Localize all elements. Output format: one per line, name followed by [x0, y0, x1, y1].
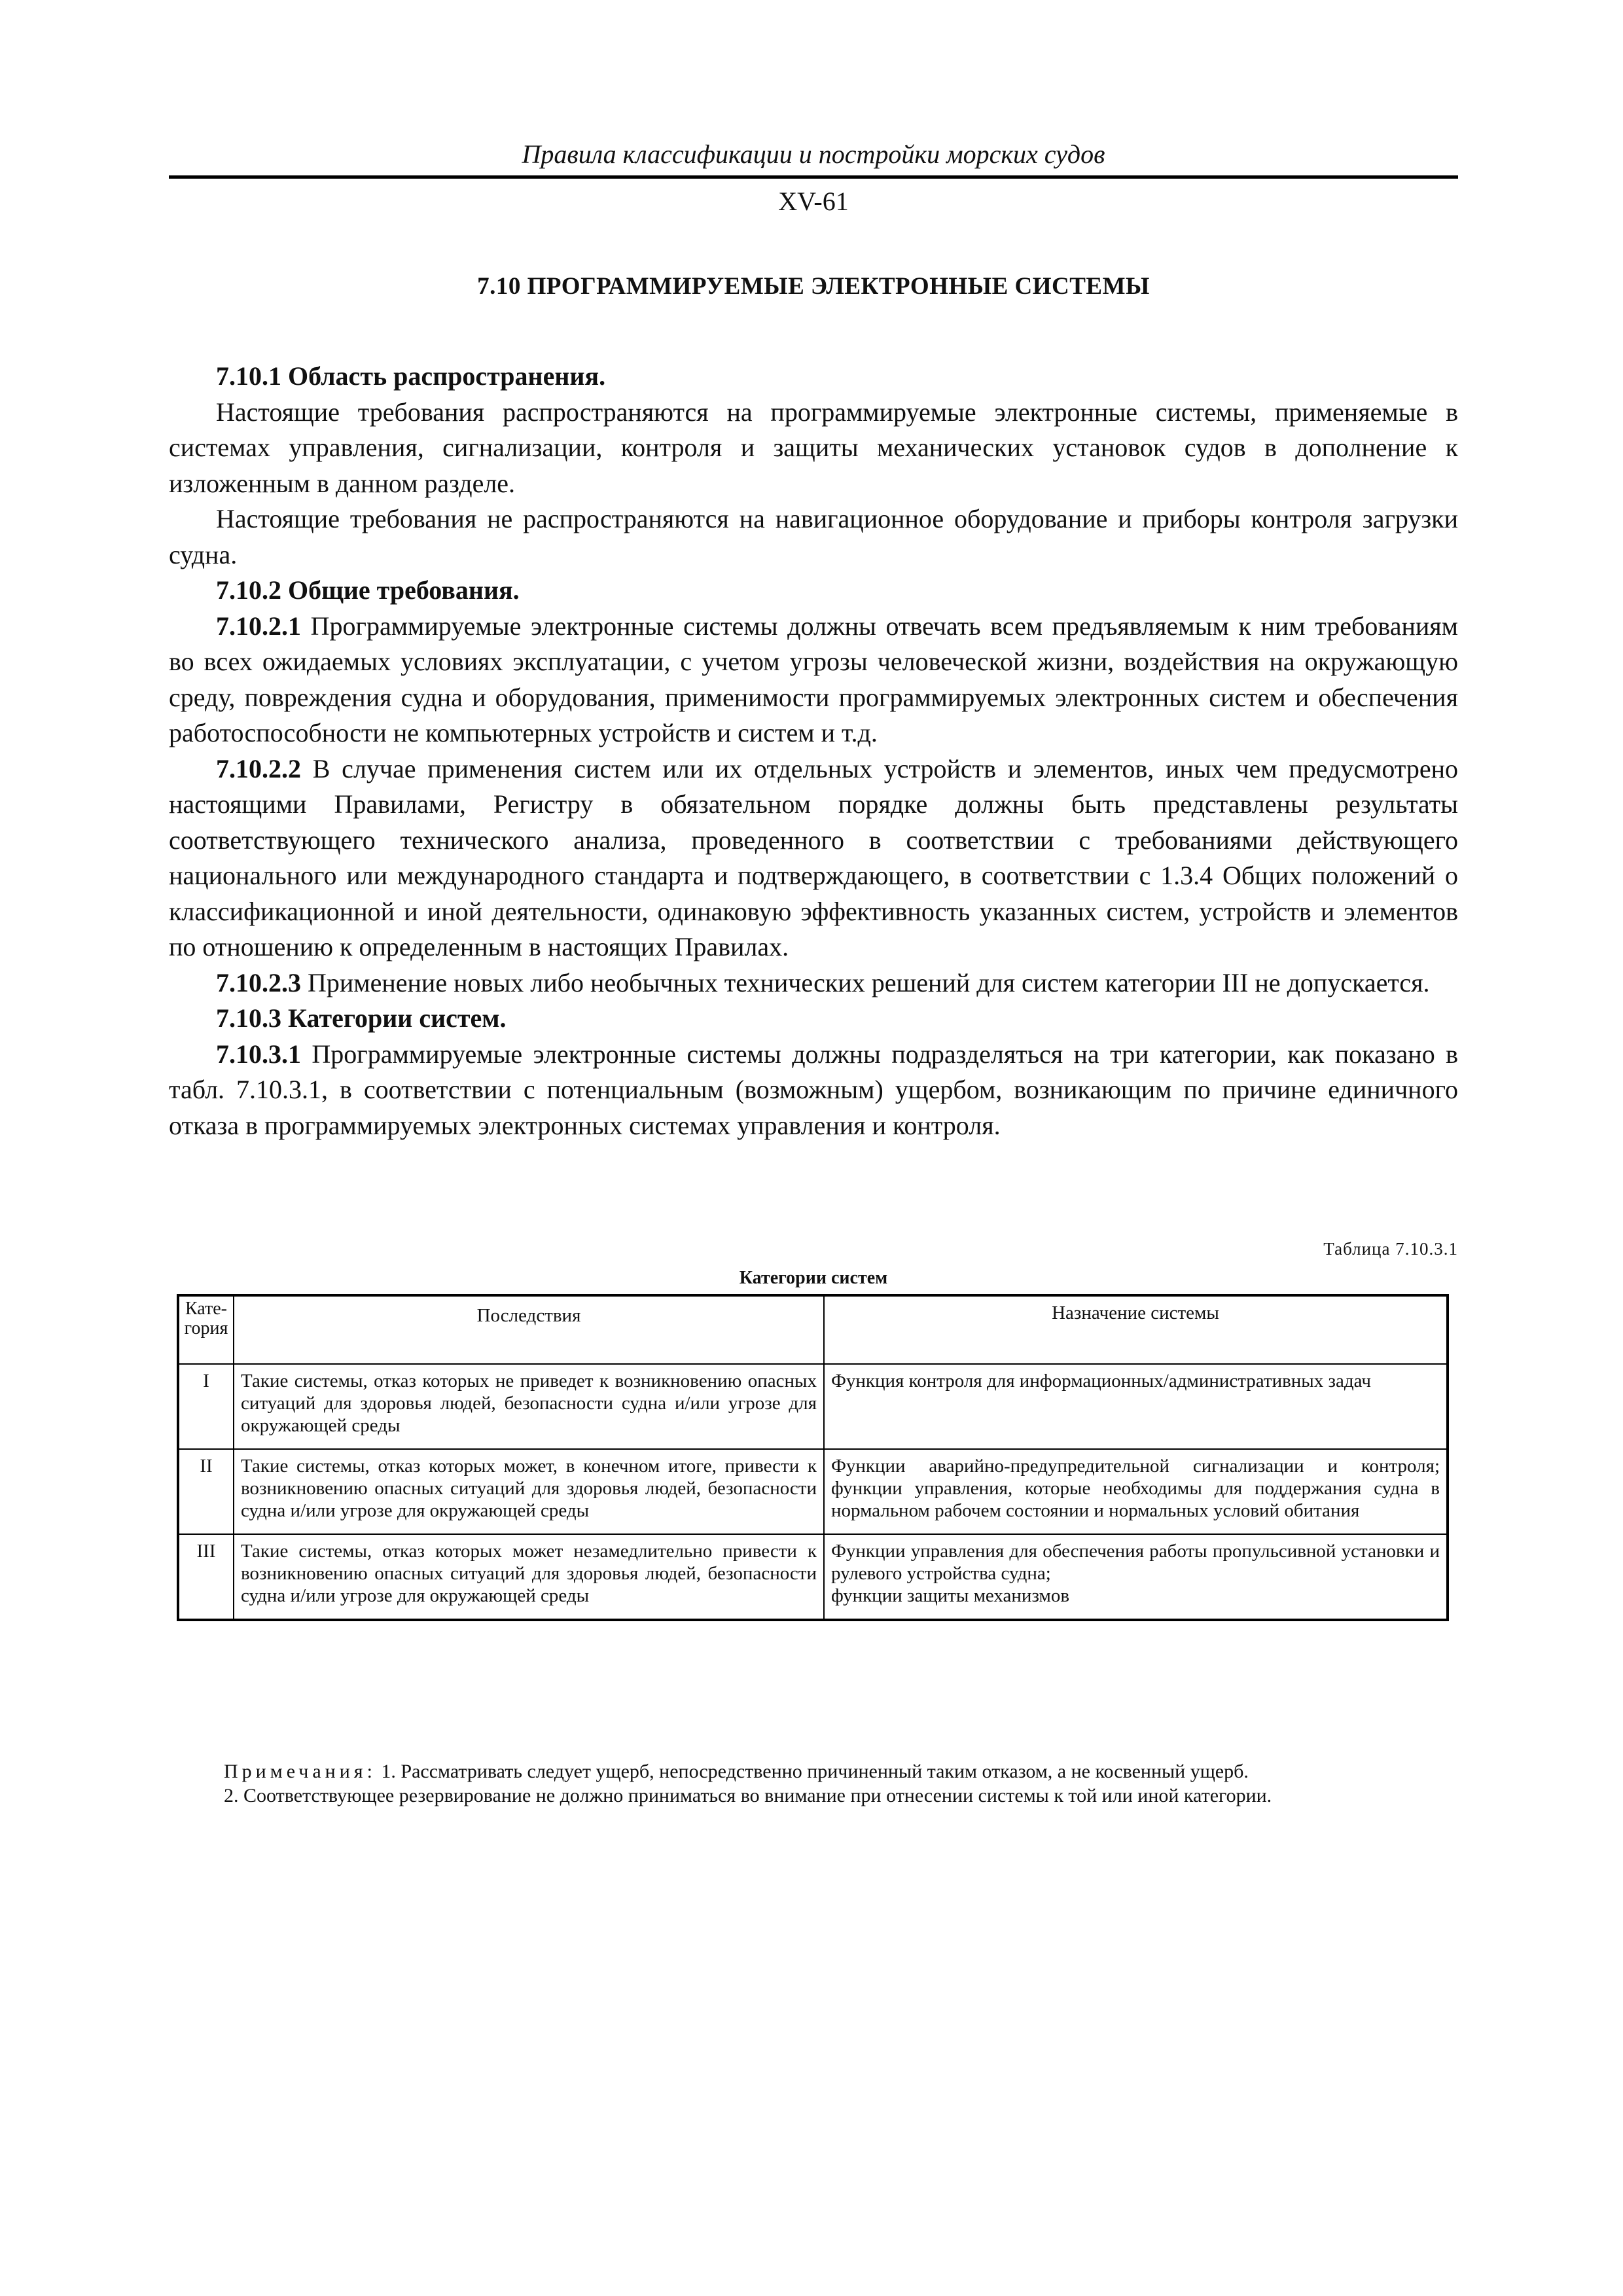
table-row	[178, 1449, 1448, 1534]
note-text: 2. Соответствующее резервирование не должно приниматься во внимание при отнесении системы к той или иной категории.	[224, 1785, 1272, 1806]
paragraph-text: Программируемые электронные системы должны отвечать всем предъявляемым к ним требованиям во всех ожидаемых условиях эксплуатации, с учетом угрозы человеческой жизни, воздействия на окружающую среду, повреждения судна и оборудования, применимости программируемых электронных систем и обеспечения работоспособности не компьютерных устройств и систем и т.д.	[169, 611, 1458, 747]
note-2	[169, 1784, 1438, 1808]
table-caption: Таблица 7.10.3.1	[1323, 1239, 1458, 1259]
row-purpose: Функции аварийно-предупредительной сигнализации и контроля; функции управления, которые необходимы для поддержания судна в нормальном рабочем состоянии и нормальных условий обитания	[824, 1449, 1448, 1534]
notes-label: Примечания:	[224, 1761, 376, 1782]
paragraph-7-10-1-heading	[169, 359, 1458, 395]
section-title: 7.10 ПРОГРАММИРУЕМЫЕ ЭЛЕКТРОННЫЕ СИСТЕМЫ	[477, 273, 1150, 300]
paragraph-text: В случае применения систем или их отдельных устройств и элементов, иных чем предусмотрено настоящими Правилами, Регистру в обязательном порядке должны быть представлены результаты соответствующего технического анализа, проведенного в соответствии с требованиями действующего национального или международного стандарта и подтверждающего, в соответствии с 1.3.4 Общих положений о классификационной и иной деятельности, одинаковую эффективность указанных систем, устройств и элементов по отношению к определенным в настоящих Правилах.	[169, 753, 1458, 961]
note-1	[169, 1759, 1438, 1784]
row-consequences: Такие системы, отказ которых не приведет к возникновению опасных ситуаций для здоровья людей, безопасности судна и/или угрозе для окружающей среды	[234, 1364, 824, 1449]
paragraph-text: Настоящие требования распространяются на программируемые электронные системы, применяемые в системах управления, сигнализации, контроля и защиты механических установок судов в дополнение к изложенным в данном разделе.	[169, 397, 1458, 498]
clause-heading: 7.10.3 Категории систем.	[216, 1003, 507, 1033]
paragraph-7-10-2-1	[169, 609, 1458, 751]
header-category-line1: Кате-	[185, 1299, 227, 1319]
table-row	[178, 1534, 1448, 1620]
paragraph-scope-1	[169, 395, 1458, 502]
paragraph-text: Программируемые электронные системы должны подразделяться на три категории, как показано в табл. 7.10.3.1, в соответствии с потенциальным (возможным) ущербом, возникающим по причине единичного отказа в программируемых электронных системах управления и контроля.	[169, 1039, 1458, 1140]
clause-number: 7.10.2.3	[216, 967, 301, 997]
row-category: I	[178, 1364, 234, 1449]
paragraph-7-10-3-heading	[169, 1001, 1458, 1037]
header-category	[178, 1295, 234, 1364]
note-text: 1. Рассматривать следует ущерб, непосредственно причиненный таким отказом, а не косвенный ущерб.	[381, 1761, 1249, 1782]
paragraph-7-10-2-heading	[169, 573, 1458, 609]
paragraph-text: Настоящие требования не распространяются на навигационное оборудование и приборы контроля загрузки судна.	[169, 504, 1458, 569]
clause-heading: 7.10.2 Общие требования.	[216, 575, 520, 605]
body-text	[169, 359, 1458, 1143]
row-category: III	[178, 1534, 234, 1620]
clause-number: 7.10.2.1	[216, 611, 301, 641]
clause-number: 7.10.3.1	[216, 1039, 301, 1069]
table-row	[178, 1364, 1448, 1449]
notes	[169, 1759, 1438, 1808]
page-number: XV-61	[778, 187, 849, 216]
paragraph-scope-2	[169, 501, 1458, 573]
paragraph-7-10-2-2	[169, 751, 1458, 965]
row-consequences: Такие системы, отказ которых может незамедлительно привести к возникновению опасных ситуаций для здоровья людей, безопасности судна и/или угрозе для окружающей среды	[234, 1534, 824, 1620]
row-purpose: Функция контроля для информационных/административных задач	[824, 1364, 1448, 1449]
paragraph-7-10-3-1	[169, 1037, 1458, 1144]
row-purpose: Функции управления для обеспечения работы пропульсивной установки и рулевого устройства судна; функции защиты механизмов	[824, 1534, 1448, 1620]
header-category-line2: гория	[184, 1318, 228, 1338]
row-category: II	[178, 1449, 234, 1534]
table-title: Категории систем	[739, 1268, 888, 1288]
row-consequences: Такие системы, отказ которых может, в конечном итоге, привести к возникновению опасных ситуаций для здоровья людей, безопасности судна и/или угрозе для окружающей среды	[234, 1449, 824, 1534]
paragraph-7-10-2-3	[169, 965, 1458, 1001]
paragraph-text: Применение новых либо необычных технических решений для систем категории III не допускается.	[301, 967, 1430, 997]
header-purpose: Назначение системы	[824, 1295, 1448, 1364]
clause-number: 7.10.2.2	[216, 753, 301, 783]
table-header-row	[178, 1295, 1448, 1364]
categories-table	[177, 1294, 1449, 1621]
clause-heading: 7.10.1 Область распространения.	[216, 361, 606, 391]
header-consequences: Последствия	[234, 1295, 824, 1364]
running-title: Правила классификации и постройки морских судов	[522, 139, 1105, 169]
header-rule	[169, 175, 1458, 179]
